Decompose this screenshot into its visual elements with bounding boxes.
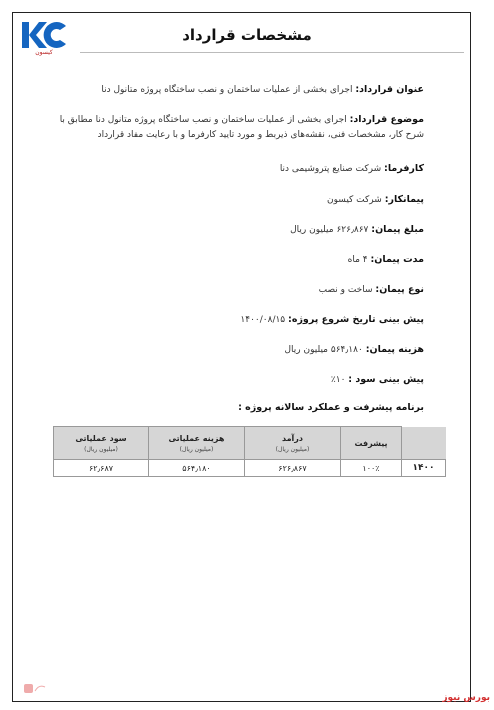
- brand-watermark: بورس نیوز: [442, 693, 490, 703]
- table-cell-progress: ۱۰۰٪: [341, 460, 402, 477]
- field-value: شرکت کیسون: [327, 195, 382, 205]
- table-header-cell: پیشرفت: [341, 427, 402, 460]
- table-row: [54, 460, 446, 477]
- logo-caption: کیسون: [35, 49, 53, 56]
- field-contract-title: [101, 82, 424, 98]
- field-value: ۱۰٪: [330, 375, 346, 385]
- field-profit-forecast: [331, 372, 424, 388]
- field-contract-subject: [45, 112, 424, 143]
- field-employer: [280, 161, 424, 177]
- field-label: کارفرما:: [384, 163, 424, 174]
- field-label: عنوان قرارداد:: [355, 84, 424, 95]
- field-value: ساخت و نصب: [318, 285, 373, 295]
- table-header-row: [54, 427, 446, 460]
- field-value: ۱۴۰۰/۰۸/۱۵: [240, 315, 286, 325]
- field-value: اجرای بخشی از عملیات ساختمان و نصب ساختگاه پروژه متانول دنا مطابق با شرح کار، مشخصات فنی، نقشه‌های ذیربط و مورد تایید کارفرما و با رعایت مفاد قرارداد: [59, 115, 424, 140]
- title-divider: [80, 52, 464, 53]
- field-label: پیش بینی تاریخ شروع پروژه:: [288, 314, 424, 325]
- field-contract-amount: [290, 222, 424, 238]
- watermark-icon: [24, 683, 46, 694]
- table-header-empty: [402, 427, 446, 460]
- field-label: مدت پیمان:: [370, 254, 424, 265]
- page-title: مشخصات قرارداد: [182, 26, 312, 44]
- field-label: پیش بینی سود :: [348, 374, 424, 385]
- field-start-date: [240, 312, 424, 328]
- table-cell-year: ۱۴۰۰: [402, 460, 446, 477]
- section-title: برنامه پیشرفت و عملکرد سالانه پروژه :: [238, 402, 424, 413]
- table-header-cell: هزینه عملیاتی (میلیون ریال): [149, 427, 245, 460]
- progress-table: [53, 426, 446, 477]
- field-contractor: [327, 192, 424, 208]
- field-contract-duration: [348, 252, 424, 268]
- field-label: نوع پیمان:: [375, 284, 424, 295]
- field-contract-type: [319, 282, 424, 298]
- field-value: اجرای بخشی از عملیات ساختمان و نصب ساختگاه پروژه متانول دنا: [101, 85, 353, 95]
- table-cell-revenue: ۶۲۶٫۸۶۷: [245, 460, 341, 477]
- table-cell-profit: ۶۲٫۶۸۷: [54, 460, 149, 477]
- field-value: شرکت صنایع پتروشیمی دنا: [279, 164, 382, 174]
- field-label: مبلغ پیمان:: [371, 224, 424, 235]
- field-value: ۵۶۴٫۱۸۰ میلیون ریال: [284, 345, 363, 355]
- field-label: پیمانکار:: [384, 194, 424, 205]
- field-label: هزینه پیمان:: [365, 344, 424, 355]
- field-value: ۴ ماه: [347, 255, 368, 265]
- field-contract-cost: [285, 342, 424, 358]
- field-value: ۶۲۶٫۸۶۷ میلیون ریال: [290, 225, 369, 235]
- table-header-cell: سود عملیاتی (میلیون ریال): [54, 427, 149, 460]
- field-label: موضوع قرارداد:: [349, 114, 424, 125]
- table-cell-cost: ۵۶۴٫۱۸۰: [149, 460, 245, 477]
- table-header-cell: درآمد (میلیون ریال): [245, 427, 341, 460]
